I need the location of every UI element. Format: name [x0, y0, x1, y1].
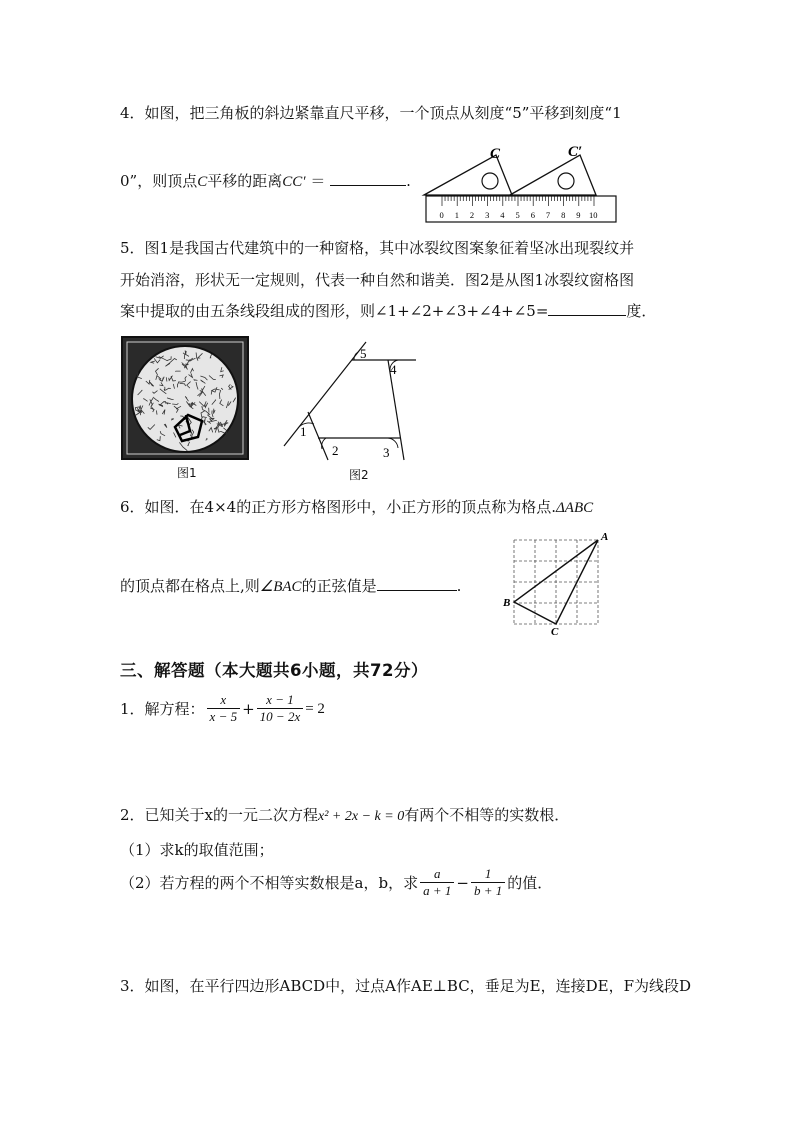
angle-label-5: 5: [360, 346, 367, 361]
q4-answer-blank[interactable]: [330, 171, 406, 186]
p1-plus: +: [242, 699, 255, 718]
p1-frac2-den: 10 − 2x: [257, 708, 304, 725]
ruler-tick-label: 0: [439, 210, 444, 220]
q4-text-a: 0”，则顶点: [120, 172, 198, 190]
label-c: C: [551, 626, 559, 638]
q5-line2: 开始消溶，形状无一定规则，代表一种自然和谐美．图2是从图1冰裂纹窗格图: [120, 271, 635, 289]
q6-text-b: 的正弦值是: [301, 577, 377, 595]
q6-answer-blank[interactable]: [377, 576, 457, 591]
q5-text-a: 案中提取的由五条线段组成的图形，则∠1+∠2+∠3+∠4+∠5=: [120, 302, 549, 320]
ruler-tick-label: 10: [589, 210, 598, 220]
p2-sub2: [120, 866, 552, 899]
label-c-prime: C′: [568, 144, 583, 160]
ruler-tick-label: 8: [561, 210, 566, 220]
q5-fig1-window-lattice: [120, 335, 250, 461]
q5-text-b: 度．: [626, 302, 657, 320]
q6-grid-figure: [500, 530, 620, 638]
q4-var-c: C: [197, 174, 208, 190]
q5-line3: [120, 301, 656, 321]
q6-text-a2: 的顶点都在格点上,则: [120, 577, 260, 595]
ruler-tick-label: 2: [469, 210, 475, 220]
p1-frac2-num: x − 1: [266, 692, 294, 707]
q6-line1: [120, 497, 593, 518]
q5-line1: 5．图1是我国古代建筑中的一种窗格，其中冰裂纹图案象征着坚冰出现裂纹并: [120, 239, 635, 257]
ruler-tick-label: 7: [545, 210, 551, 220]
q6-line2: [120, 576, 461, 597]
q4-line2: [120, 171, 411, 192]
fig2-caption-text: 图2: [349, 468, 369, 482]
p2-fraction-1: [420, 866, 454, 899]
ruler-tick-label: 6: [530, 210, 535, 220]
q4-text-b: 平移的距离: [207, 172, 283, 190]
q4-line1: 4．如图，把三角板的斜边紧靠直尺平移，一个顶点从刻度“5”平移到刻度“1: [120, 104, 622, 122]
triangle-translated: [510, 155, 596, 195]
ruler-tick-label: 9: [576, 210, 581, 220]
p2-sub2-text-a: （2）若方程的两个不相等实数根是a，b，求: [120, 873, 419, 892]
label-b: B: [503, 597, 511, 609]
p3-line1: 3．如图，在平行四边形ABCD中，过点A作AE⊥BC，垂足为E，连接DE，F为线段D: [120, 977, 692, 995]
p2-fraction-2: [471, 866, 505, 899]
p1-frac1-den: x − 5: [207, 708, 241, 725]
ruler-tick-label: 1: [454, 210, 459, 220]
p2-text-a: 2．已知关于x的一元二次方程: [120, 806, 319, 824]
triangle-hole-translated: [558, 173, 574, 189]
p1-prefix: 1．解方程：: [120, 699, 205, 718]
ruler-tick-label: 5: [515, 210, 520, 220]
p2-frac1-num: a: [433, 866, 441, 881]
triangle-hole-original: [482, 173, 498, 189]
p1-fraction-2: [257, 692, 304, 725]
ruler-ticks: [440, 196, 598, 220]
q6-text-a: 6．如图．在4×4的正方形方格图形中，小正方形的顶点称为格点.: [120, 498, 556, 516]
angle-label-4: 4: [390, 362, 397, 377]
p1-line: [120, 692, 325, 725]
fig1-caption-text: 图1: [177, 466, 197, 480]
angle-label-3: 3: [383, 445, 390, 460]
p2-line1: [120, 805, 569, 827]
q4-equals: ＝: [310, 172, 326, 190]
section3-heading: 三、解答题（本大题共6小题，共72分）: [120, 661, 428, 680]
p2-sub2-text-b: 的值．: [507, 873, 553, 892]
q6-var-bac: ∠BAC: [259, 579, 302, 595]
ruler-tick-label: 3: [485, 210, 490, 220]
q5-answer-blank[interactable]: [548, 301, 626, 316]
p2-frac2-den: b + 1: [471, 882, 505, 899]
p2-frac2-num: 1: [484, 866, 492, 881]
p2-frac1-den: a + 1: [420, 882, 454, 899]
angle-label-1: 1: [300, 424, 307, 439]
grid-lines: [514, 540, 598, 624]
q4-var-cc: CC′: [282, 174, 306, 190]
angle-label-2: 2: [332, 443, 339, 458]
q6-period: .: [456, 577, 462, 595]
p1-rhs: = 2: [305, 700, 325, 717]
p2-text-b: 有两个不相等的实数根．: [404, 806, 570, 824]
p1-frac1-num: x: [220, 692, 227, 707]
q4-period: .: [406, 172, 411, 190]
window-circle: [132, 346, 238, 452]
label-a: A: [601, 531, 609, 543]
q6-var-abc: ΔABC: [555, 500, 594, 516]
p1-fraction-1: [207, 692, 241, 725]
label-c: C: [490, 146, 501, 162]
p2-minus: −: [456, 873, 469, 892]
p2-sub1: （1）求k的取值范围；: [120, 841, 274, 859]
ruler-tick-label: 4: [500, 210, 505, 220]
q5-fig2-five-segments: [280, 338, 420, 464]
q4-ruler-triangle-figure: [420, 140, 620, 226]
p2-equation: x² + 2x − k = 0: [318, 809, 405, 824]
